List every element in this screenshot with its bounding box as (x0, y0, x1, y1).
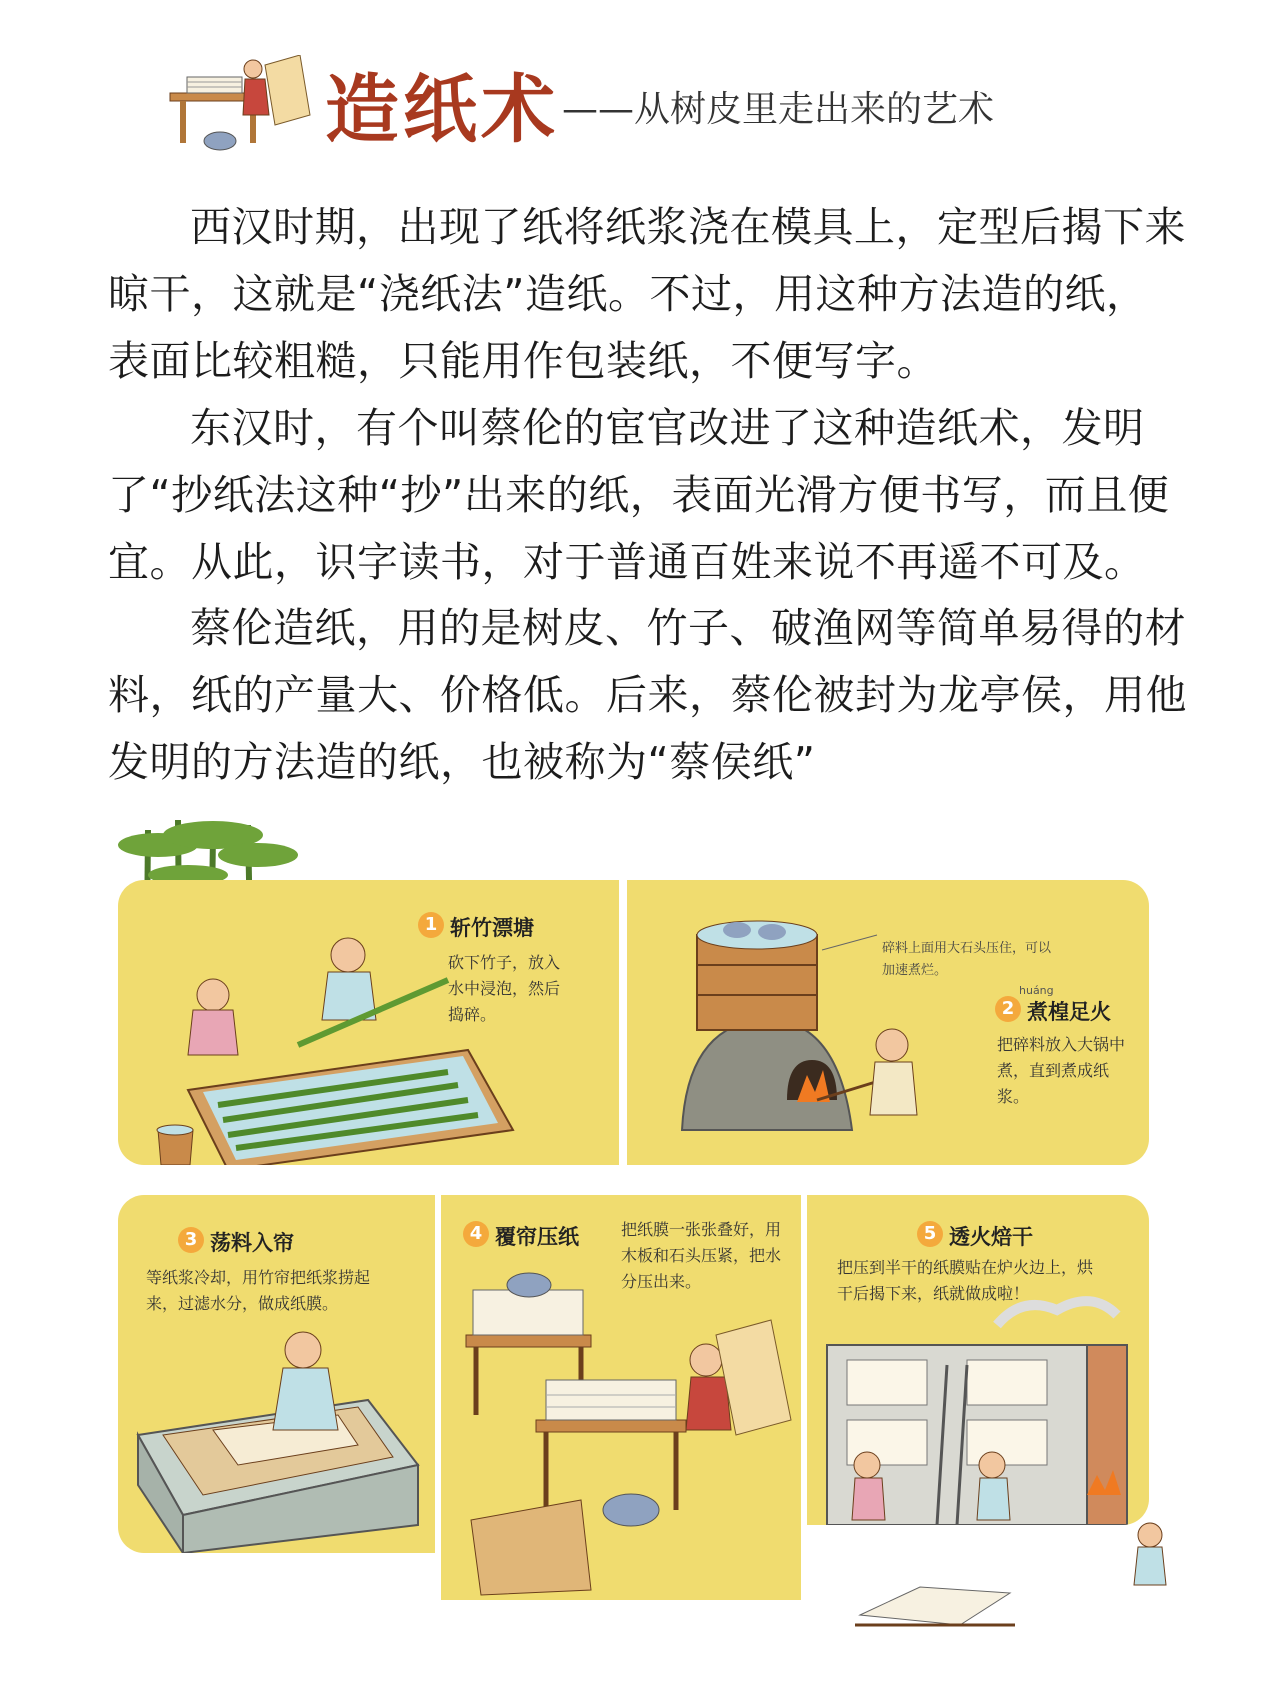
paragraph-cai-lun: 蔡伦造纸，用的是树皮、竹子、破渔网等简单易得的材料，纸的产量大、价格低。后来，蔡伦被封为龙亭侯，用他发明的方法造的纸，也被称为“蔡侯纸” (108, 604, 1187, 786)
step-panel-3 (118, 1195, 435, 1553)
paragraph-western-han: 西汉时期，出现了纸将纸浆浇在模具上，定型后揭下来晾干，这就是“浇纸法”造纸。不过，用这种方法造的纸，表面比较粗糙，只能用作包装纸，不便写字。 (108, 203, 1186, 385)
step-number-badge: 3 (178, 1227, 204, 1253)
step-description: 把纸膜一张张叠好，用木板和石头压紧，把水分压出来。 (621, 1220, 782, 1291)
step-panel-5 (807, 1195, 1149, 1525)
step-description: 把压到半干的纸膜贴在炉火边上，烘干后揭下来，纸就做成啦！ (837, 1258, 1094, 1303)
papers-on-board-illustration (850, 1515, 1180, 1635)
paragraph-eastern-han: 东汉时，有个叫蔡伦的宦官改进了这种造纸术，发明了“抄纸法这种“抄”出来的纸，表面光滑方便书写，而且便宜。从此，识字读书，对于普通百姓来说不再遥不可及。 (108, 404, 1170, 586)
step-title: 覆帘压纸 (495, 1225, 579, 1249)
step-title: 荡料入帘 (210, 1231, 294, 1255)
step-panel-1 (118, 880, 619, 1165)
step-panel-2 (627, 880, 1149, 1165)
page-subtitle: ——从树皮里走出来的艺术 (562, 89, 995, 130)
step-number-badge: 1 (418, 912, 444, 938)
step-title: 斩竹漂塘 (450, 916, 534, 940)
step-description: 把碎料放入大锅中煮，直到煮成纸浆。 (997, 1035, 1126, 1106)
step-side-note: 碎料上面用大石头压住，可以加速煮烂。 (882, 941, 1052, 978)
step-title: 透火焙干 (949, 1225, 1033, 1249)
step-number-badge: 4 (463, 1221, 489, 1247)
step-panel-4 (441, 1195, 801, 1600)
step-description: 砍下竹子，放入水中浸泡，然后捣碎。 (448, 953, 561, 1024)
step-title: 煮楻足火 (1027, 1000, 1111, 1024)
pinyin-annotation: huáng (1019, 984, 1054, 997)
papermaker-header-illustration (165, 55, 315, 155)
step-number-badge: 2 (995, 996, 1021, 1022)
page-title: 造纸术 (325, 67, 559, 153)
step-description: 等纸浆冷却，用竹帘把纸浆捞起来，过滤水分，做成纸膜。 (146, 1268, 371, 1313)
step-number-badge: 5 (917, 1221, 943, 1247)
